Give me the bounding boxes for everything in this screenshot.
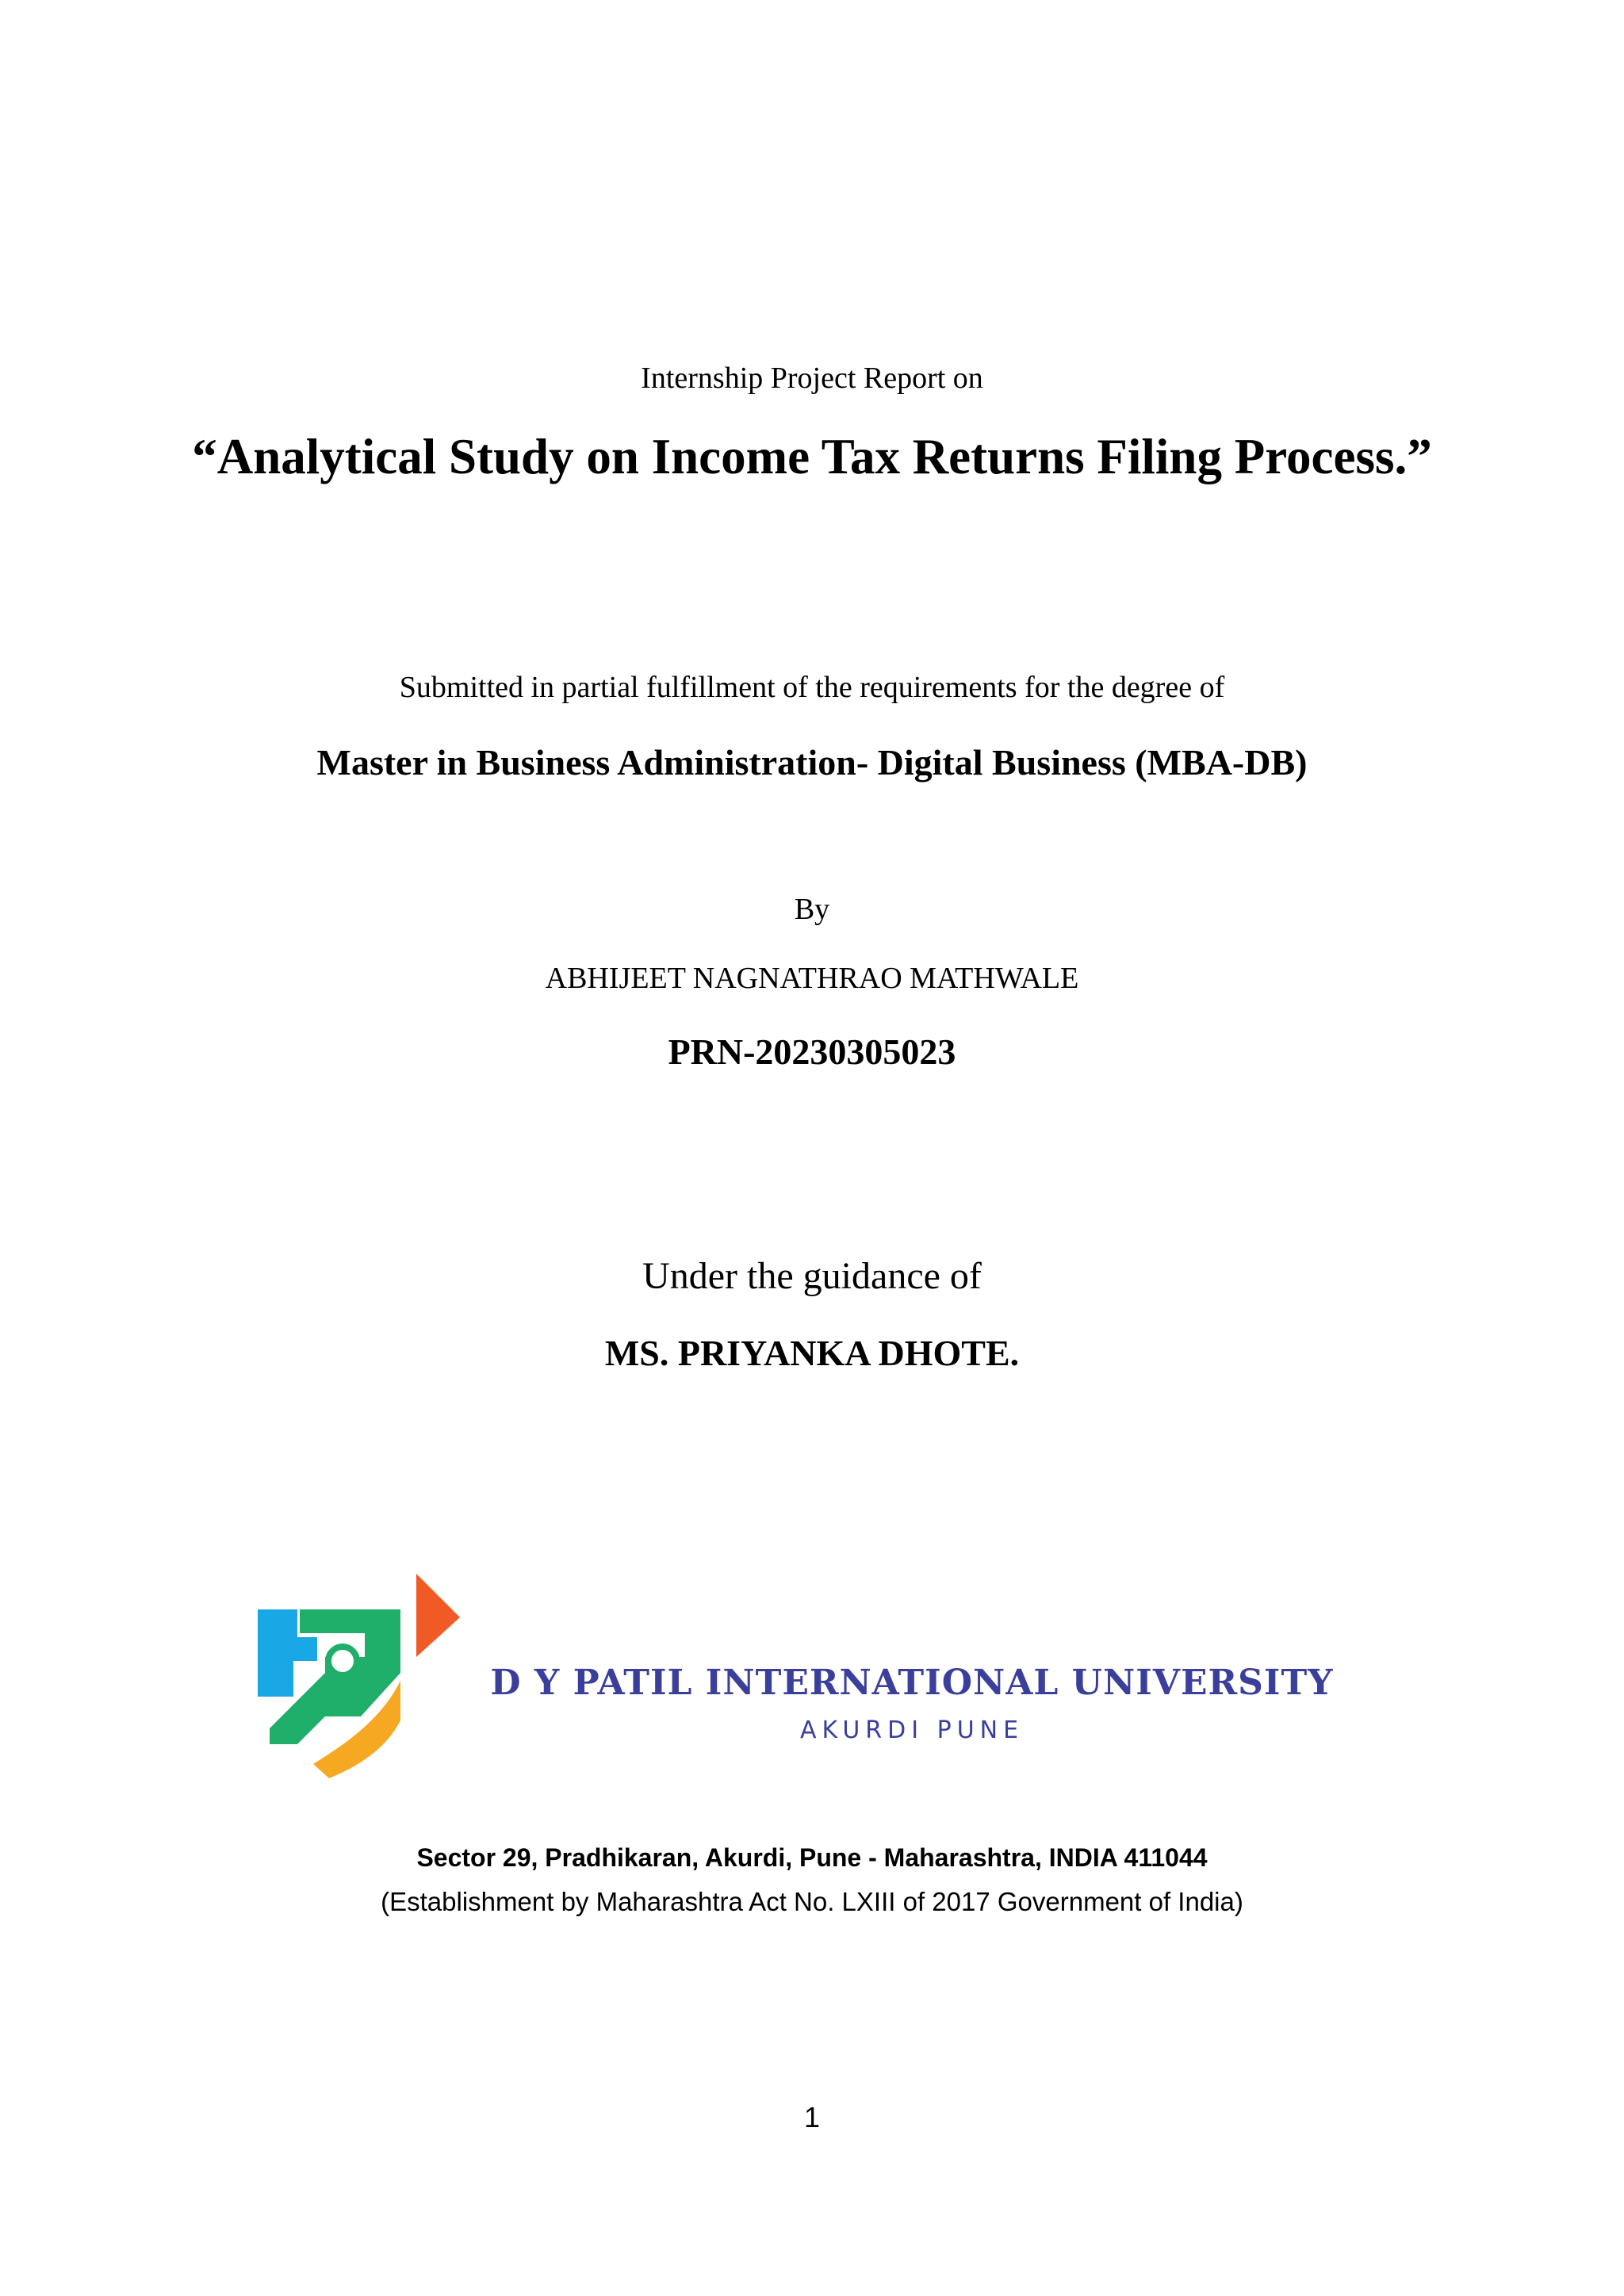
prn-number: PRN-20230305023 [668, 1031, 956, 1072]
university-address: Sector 29, Pradhikaran, Akurdi, Pune - Maharashtra, INDIA 411044 [416, 1843, 1208, 1872]
degree-name: Master in Business Administration- Digital Business (MBA-DB) [316, 742, 1308, 783]
logo-orange-shape [416, 1574, 460, 1657]
university-name: D Y PATIL INTERNATIONAL UNIVERSITY [490, 1663, 1334, 1703]
report-title: “Analytical Study on Income Tax Returns Filing Process.” [192, 429, 1432, 484]
submission-statement: Submitted in partial fulfillment of the requirements for the degree of [399, 671, 1225, 704]
guide-name: MS. PRIYANKA DHOTE. [604, 1333, 1020, 1373]
logo-circle [328, 1647, 357, 1675]
university-location: AKURDI PUNE [799, 1716, 1025, 1744]
establishment-note: (Establishment by Maharashtra Act No. LXIII of 2017 Government of India) [381, 1887, 1243, 1916]
author-name: ABHIJEET NAGNATHRAO MATHWALE [545, 962, 1079, 995]
page-number: 1 [803, 2101, 821, 2133]
by-label: By [794, 893, 830, 926]
report-intro: Internship Project Report on [641, 362, 983, 395]
university-emblem-icon [254, 1574, 460, 1780]
guidance-label: Under the guidance of [642, 1255, 982, 1297]
university-logo [254, 1574, 1380, 1780]
